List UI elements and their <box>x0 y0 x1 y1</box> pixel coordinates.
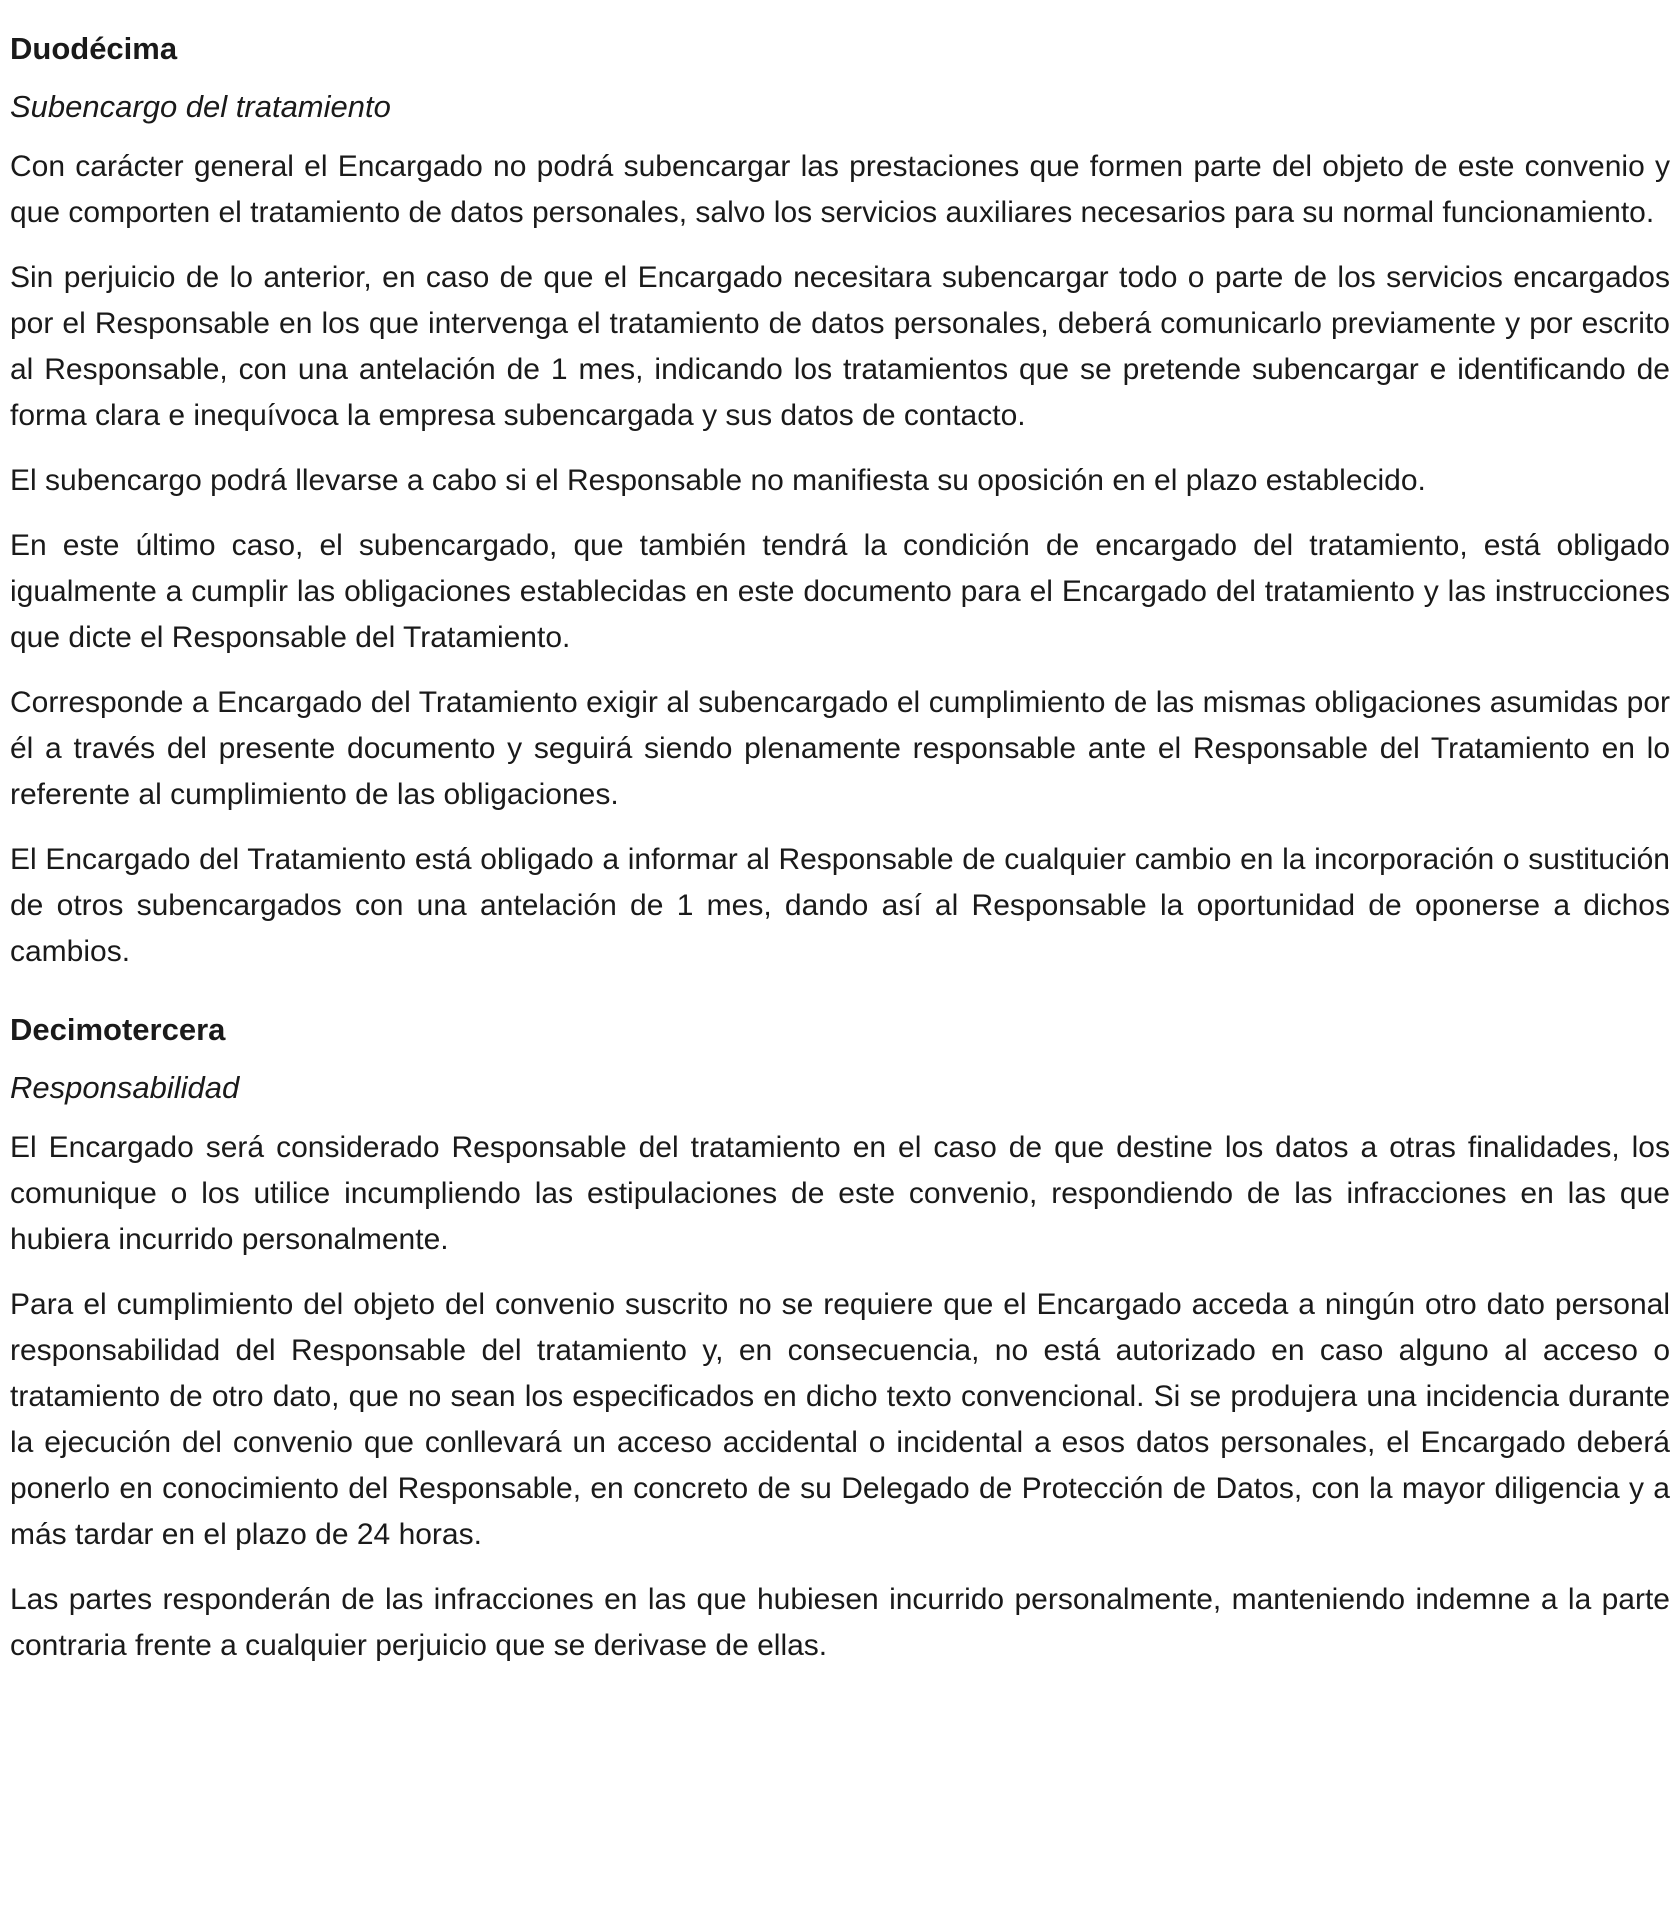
paragraph: Sin perjuicio de lo anterior, en caso de que el Encargado necesitara subencargar todo o parte de los servicios encargados por el Responsable en los que intervenga el tratamiento de datos personales, deberá comunicarlo previamente y por escrito al Responsable, con una antelación de 1 mes, indicando los tratamientos que se pretende subencargar e identificando de forma clara e inequívoca la empresa subencargada y sus datos de contacto. <box>10 261 1670 432</box>
paragraph: El subencargo podrá llevarse a cabo si el Responsable no manifiesta su oposición en el plazo establecido. <box>10 464 1426 497</box>
clause-subtitle: Subencargo del tratamiento <box>10 89 391 124</box>
paragraph: Con carácter general el Encargado no podrá subencargar las prestaciones que formen parte del objeto de este convenio y que comporten el tratamiento de datos personales, salvo los servicios auxiliares necesarios para su normal funcionamiento. <box>10 150 1670 229</box>
clause-heading: Duodécima <box>10 31 178 66</box>
paragraph: Corresponde a Encargado del Tratamiento exigir al subencargado el cumplimiento de las mismas obligaciones asumidas por él a través del presente documento y seguirá siendo plenamente responsable ante el Responsable del Tratamiento en lo referente al cumplimiento de las obligaciones. <box>10 686 1670 811</box>
clause-section-duodecima <box>10 26 1670 975</box>
paragraph: El Encargado será considerado Responsable del tratamiento en el caso de que destine los datos a otras finalidades, los comunique o los utilice incumpliendo las estipulaciones de este convenio, respondiendo de las infracciones en las que hubiera incurrido personalmente. <box>10 1131 1670 1256</box>
clause-subtitle: Responsabilidad <box>10 1070 240 1105</box>
clause-heading: Decimotercera <box>10 1012 226 1047</box>
paragraph: El Encargado del Tratamiento está obligado a informar al Responsable de cualquier cambio en la incorporación o sustitución de otros subencargados con una antelación de 1 mes, dando así al Responsable la oportunidad de oponerse a dichos cambios. <box>10 843 1670 968</box>
paragraph: Para el cumplimiento del objeto del convenio suscrito no se requiere que el Encargado acceda a ningún otro dato personal responsabilidad del Responsable del tratamiento y, en consecuencia, no está autorizado en caso alguno al acceso o tratamiento de otro dato, que no sean los especificados en dicho texto convencional. Si se produjera una incidencia durante la ejecución del convenio que conllevará un acceso accidental o incidental a esos datos personales, el Encargado deberá ponerlo en conocimiento del Responsable, en concreto de su Delegado de Protección de Datos, con la mayor diligencia y a más tardar en el plazo de 24 horas. <box>10 1288 1670 1551</box>
clause-section-decimotercera <box>10 1007 1670 1669</box>
paragraph: En este último caso, el subencargado, que también tendrá la condición de encargado del tratamiento, está obligado igualmente a cumplir las obligaciones establecidas en este documento para el Encargado del tratamiento y las instrucciones que dicte el Responsable del Tratamiento. <box>10 529 1670 654</box>
paragraph: Las partes responderán de las infracciones en las que hubiesen incurrido personalmente, manteniendo indemne a la parte contraria frente a cualquier perjuicio que se derivase de ellas. <box>10 1583 1670 1662</box>
